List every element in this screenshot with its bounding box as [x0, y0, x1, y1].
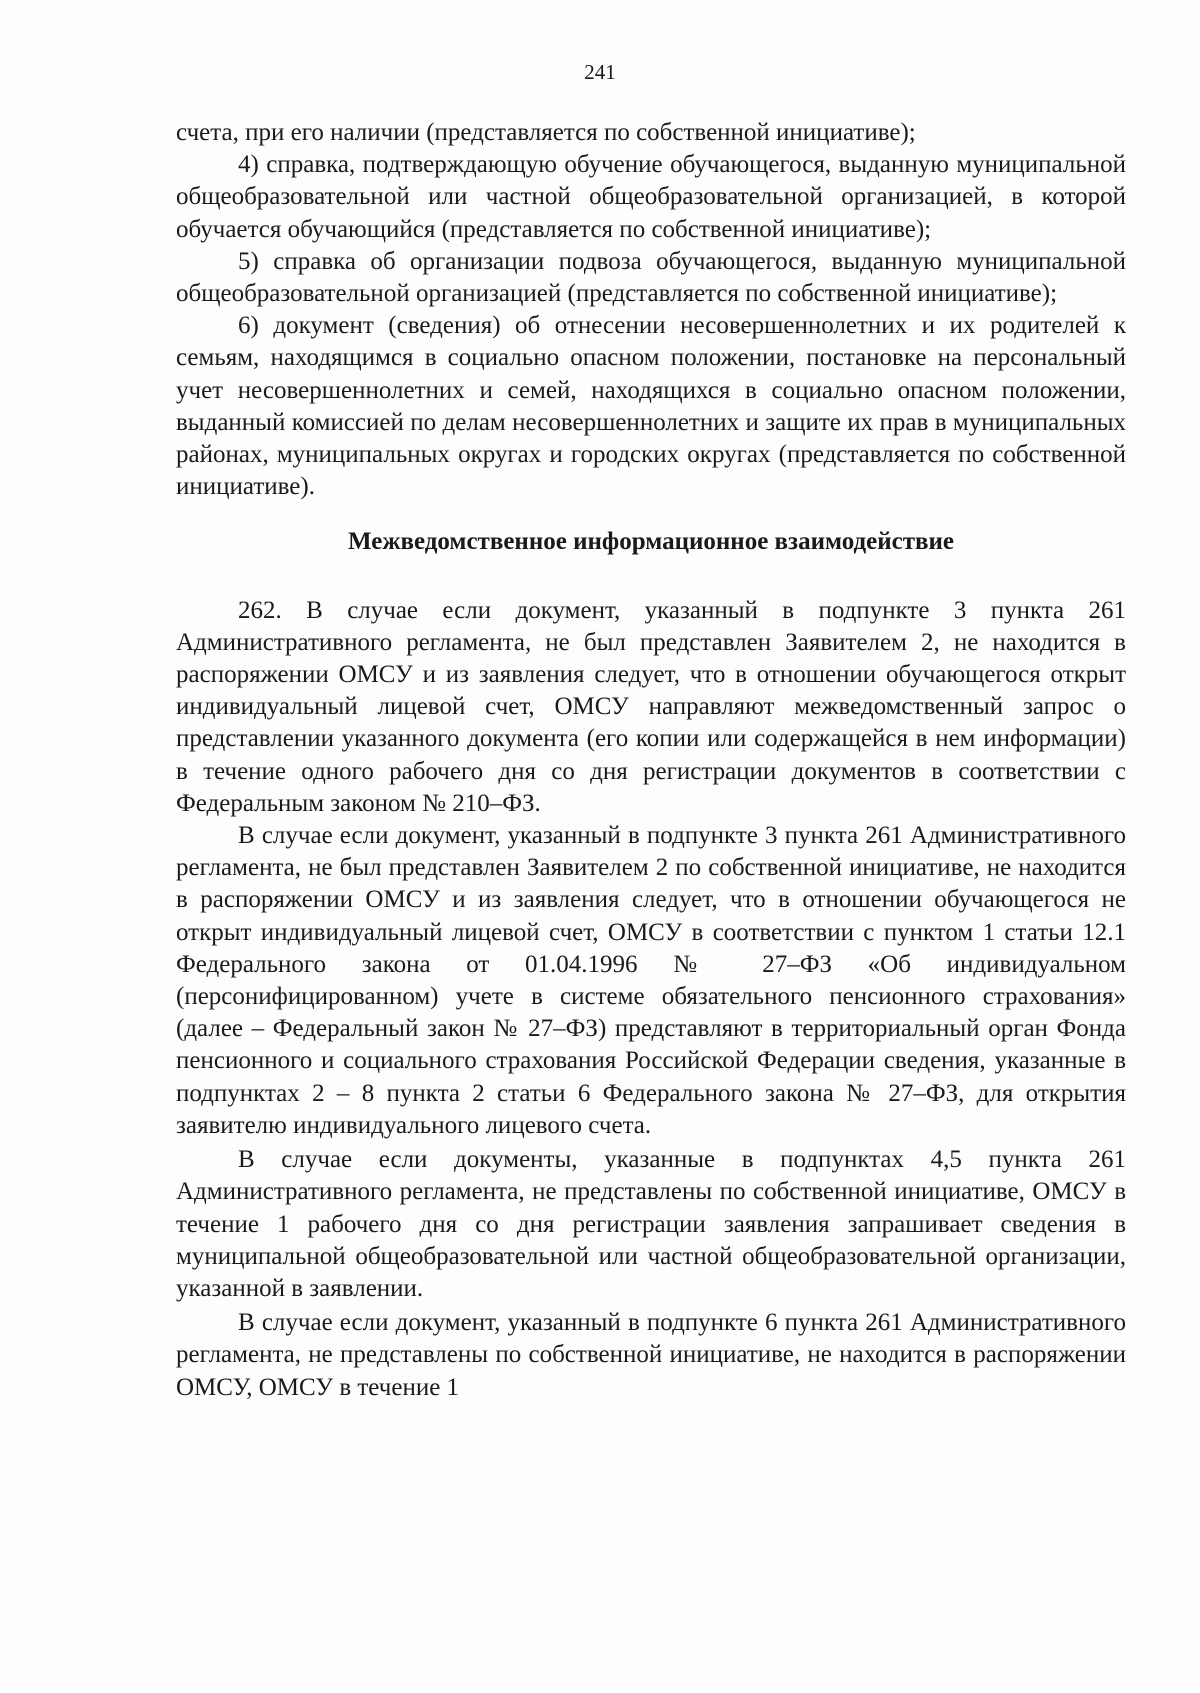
paragraph-continuation: счета, при его наличии (представляется по собственной инициативе);	[176, 119, 916, 146]
paragraph-262: 262. В случае если документ, указанный в подпункте 3 пункта 261 Административного регламента, не был представлен Заявителем 2, не находится в распоряжении ОМСУ и из заявления следует, что в отношении обучающегося открыт индивидуальный лицевой счет, ОМСУ направляют межведомственный запрос о представлении указанного документа (его копии или содержащейся в нем информации) в течение одного рабочего дня со дня регистрации документов в соответствии с Федеральным законом № 210–ФЗ.	[176, 596, 1126, 817]
page-number: 241	[584, 60, 616, 84]
paragraph-no-account: В случае если документ, указанный в подпункте 3 пункта 261 Административного регламента, не был представлен Заявителем 2 по собственной инициативе, не находится в распоряжении ОМСУ и из заявления следует, что в отношении обучающегося не открыт индивидуальный лицевой счет, ОМСУ в соответствии с пунктом 1 статьи 12.1 Федерального закона от 01.04.1996 № 27–ФЗ «Об индивидуальном (персонифицированном) учете в системе обязательного пенсионного страхования» (далее – Федеральный закон № 27–ФЗ) представляют в территориальный орган Фонда пенсионного и социального страхования Российской Федерации сведения, указанные в подпунктах 2 – 8 пункта 2 статьи 6 Федерального закона № 27–ФЗ, для открытия заявителю индивидуального лицевого счета.	[176, 822, 1126, 1139]
list-item-4: 4) справка, подтверждающую обучение обучающегося, выданную муниципальной общеобразовательной или частной общеобразовательной организацией, в которой обучается обучающийся (представляется по собственной инициативе);	[176, 151, 1126, 243]
paragraph-documents-4-5: В случае если документы, указанные в подпунктах 4,5 пункта 261 Административного регламента, не представлены по собственной инициативе, ОМСУ в течение 1 рабочего дня со дня регистрации заявления запрашивает сведения в муниципальной общеобразовательной или частной общеобразовательной организации, указанной в заявлении.	[176, 1146, 1126, 1302]
paragraph-document-6: В случае если документ, указанный в подпункте 6 пункта 261 Административного регламента, не представлены по собственной инициативе, не находится в распоряжении ОМСУ, ОМСУ в течение 1	[176, 1309, 1126, 1401]
list-item-6: 6) документ (сведения) об отнесении несовершеннолетних и их родителей к семьям, находящимся в социально опасном положении, постановке на персональный учет несовершеннолетних и семей, находящихся в социально опасном положении, выданный комиссией по делам несовершеннолетних и защите их прав в муниципальных районах, муниципальных округах и городских округах (представляется по собственной инициативе).	[176, 312, 1126, 501]
section-heading: Межведомственное информационное взаимодействие	[348, 528, 954, 556]
document-body	[176, 117, 1126, 1404]
list-item-5: 5) справка об организации подвоза обучающегося, выданную муниципальной общеобразовательной организацией (представляется по собственной инициативе);	[176, 247, 1126, 308]
